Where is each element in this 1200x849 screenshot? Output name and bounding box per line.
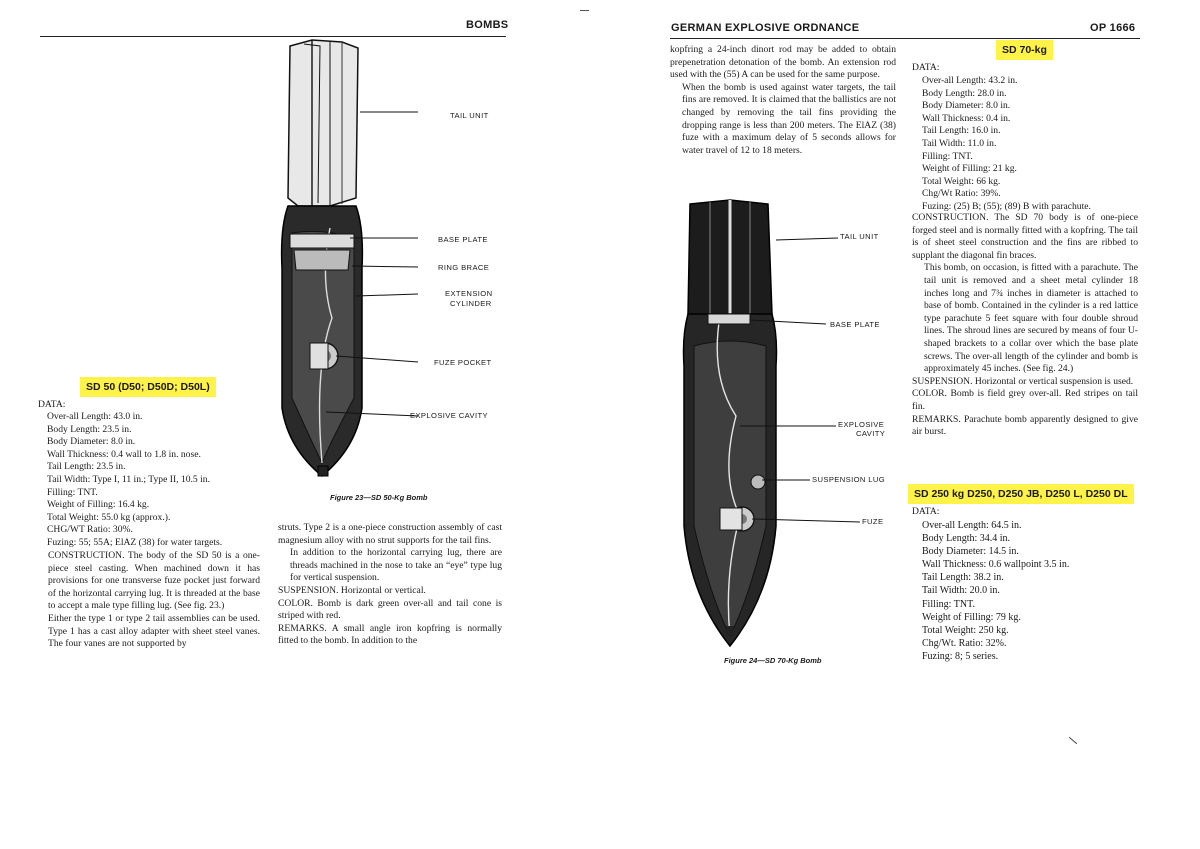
- left-header-rule: [40, 36, 506, 37]
- data-line: Fuzing: (25) B; (55); (89) B with parachute.: [922, 200, 1091, 212]
- right-top-text: [670, 44, 896, 157]
- data-line: Tail Width: 20.0 in.: [922, 585, 1000, 597]
- paragraph: CONSTRUCTION. The SD 70 body is of one-piece forged steel and is normally fitted with a kopfring. The tail is of sheet steel construction and the fins are ribbed to supplant the diagonal fin braces.: [912, 212, 1138, 261]
- label-cavity: CAVITY: [856, 429, 886, 438]
- data-line: Wall Thickness: 0.6 wallpoint 3.5 in.: [922, 559, 1070, 571]
- data-line: Tail Width: 11.0 in.: [922, 137, 997, 149]
- data-line: Over-all Length: 64.5 in.: [922, 520, 1022, 531]
- sd50-data-label: DATA:: [38, 399, 66, 410]
- paragraph: SUSPENSION. Horizontal or vertical.: [278, 584, 426, 596]
- label-fuze: FUZE: [862, 517, 884, 526]
- label-fuze-pocket: FUZE POCKET: [434, 358, 492, 367]
- paragraph: REMARKS. Parachute bomb apparently designed to give air burst.: [912, 413, 1138, 438]
- sd70-data-list: [922, 75, 1142, 214]
- paragraph: struts. Type 2 is a one-piece construction assembly of cast magnesium alloy with no strut supports for the tail fins.: [278, 522, 502, 546]
- sd250-data-list: [922, 519, 1142, 663]
- paragraph: REMARKS. A small angle iron kopfring is normally fitted to the bomb. In addition to the: [278, 622, 502, 647]
- data-line: Tail Length: 16.0 in.: [922, 125, 1001, 137]
- label-ring-brace: RING BRACE: [438, 263, 490, 272]
- data-line: Wall Thickness: 0.4 wall to 1.8 in. nose.: [47, 448, 201, 460]
- paragraph: CONSTRUCTION. The body of the SD 50 is a one-piece steel casting. When machined down it has provisions for one transverse fuze pocket just forward of the horizontal carrying lug. It is threaded at the base to accept a male type filling lug. (See fig. 23.): [48, 550, 260, 612]
- data-line: Fuzing: 55; 55A; ElAZ (38) for water targets.: [47, 536, 223, 548]
- data-line: Weight of Filling: 21 kg.: [922, 163, 1017, 175]
- left-column-1: [36, 550, 260, 651]
- sd70-heading: SD 70-kg: [996, 40, 1053, 60]
- label-suspension-lug: SUSPENSION LUG: [812, 475, 886, 484]
- sd70-body-text: [912, 212, 1138, 439]
- scan-mark: [580, 10, 589, 11]
- data-line: Body Length: 28.0 in.: [922, 87, 1007, 99]
- data-line: Chg/Wt Ratio: 39%.: [922, 188, 1001, 200]
- data-line: Total Weight: 55.0 kg (approx.).: [47, 511, 171, 523]
- label-explosive-cavity: EXPLOSIVE CAVITY: [410, 411, 489, 420]
- data-line: Body Length: 23.5 in.: [47, 423, 132, 435]
- scan-mark: [1069, 737, 1077, 744]
- paragraph: kopfring a 24-inch dinort rod may be added to obtain prepenetration detonation of the bomb. An extension rod used with the (55) A can be used for the same purpose.: [670, 44, 896, 81]
- data-line: Wall Thickness: 0.4 in.: [922, 112, 1011, 124]
- figure-23-caption: Figure 23—SD 50-Kg Bomb: [330, 493, 428, 502]
- right-header-rule: [670, 38, 1140, 39]
- figure-24-caption: Figure 24—SD 70-Kg Bomb: [724, 656, 822, 665]
- data-line: Body Diameter: 8.0 in.: [922, 100, 1011, 112]
- sd250-data-label: DATA:: [912, 506, 940, 517]
- data-line: Filling: TNT.: [47, 486, 98, 498]
- data-line: Tail Length: 23.5 in.: [47, 461, 126, 473]
- data-line: Over-all Length: 43.2 in.: [922, 75, 1018, 86]
- label-tail-unit: TAIL UNIT: [840, 232, 879, 241]
- paragraph: Either the type 1 or type 2 tail assemblies can be used. Type 1 has a cast alloy adapter with sheet steel vanes. The four vanes are not supported by: [48, 612, 260, 650]
- label-base-plate: BASE PLATE: [830, 320, 880, 329]
- data-line: Weight of Filling: 16.4 kg.: [47, 499, 150, 511]
- label-tail-unit: TAIL UNIT: [450, 111, 489, 120]
- label-extension: EXTENSION: [445, 289, 493, 298]
- data-line: CHG/WT Ratio: 30%.: [47, 524, 133, 536]
- data-line: Total Weight: 250 kg.: [922, 624, 1009, 636]
- label-explosive: EXPLOSIVE: [838, 420, 885, 429]
- data-line: Filling: TNT.: [922, 150, 973, 162]
- paragraph: In addition to the horizontal carrying lug, there are threads machined in the nose to take an “eye” type lug for vertical suspension.: [290, 547, 502, 584]
- sd250-heading: SD 250 kg D250, D250 JB, D250 L, D250 DL: [908, 484, 1134, 504]
- sd70-data-label: DATA:: [912, 62, 940, 73]
- data-line: Fuzing: 8; 5 series.: [922, 650, 999, 662]
- data-line: Tail Length: 38.2 in.: [922, 572, 1004, 584]
- data-line: Body Length: 34.4 in.: [922, 533, 1011, 545]
- data-line: Body Diameter: 14.5 in.: [922, 546, 1019, 558]
- data-line: Weight of Filling: 79 kg.: [922, 611, 1021, 623]
- data-line: Filling: TNT.: [922, 598, 975, 610]
- data-line: Tail Width: Type I, 11 in.; Type II, 10.5 in.: [47, 473, 210, 485]
- left-page-header: BOMBS: [466, 19, 509, 31]
- label-cylinder: CYLINDER: [450, 299, 492, 308]
- label-base-plate: BASE PLATE: [438, 235, 488, 244]
- right-page-header: GERMAN EXPLOSIVE ORDNANCE: [671, 22, 860, 34]
- left-column-2: [278, 522, 502, 648]
- data-line: Total Weight: 66 kg.: [922, 175, 1001, 187]
- right-page-number: OP 1666: [1090, 22, 1136, 34]
- data-line: Chg/Wt. Ratio: 32%.: [922, 637, 1007, 649]
- data-line: Body Diameter: 8.0 in.: [47, 436, 136, 448]
- sd50-heading: SD 50 (D50; D50D; D50L): [80, 377, 216, 397]
- sd50-bomb-illustration: [270, 38, 420, 488]
- sd50-data-list: [47, 411, 277, 550]
- paragraph: SUSPENSION. Horizontal or vertical suspension is used.: [912, 375, 1134, 387]
- data-line: Over-all Length: 43.0 in.: [47, 411, 143, 422]
- paragraph: When the bomb is used against water targets, the tail fins are removed. It is claimed that the ballistics are not changed by removing the tail fins providing the dropping range is less than 200 meters. The ElAZ (38) fuze with a maximum delay of 5 seconds allows for water travel of 12 to 18 meters.: [682, 81, 896, 156]
- paragraph: COLOR. Bomb is dark green over-all and tail cone is striped with red.: [278, 597, 502, 622]
- paragraph: COLOR. Bomb is field grey over-all. Red stripes on tail fin.: [912, 388, 1138, 412]
- paragraph: This bomb, on occasion, is fitted with a parachute. The tail unit is removed and a sheet metal cylinder 18 inches long and 7¾ inches in diameter is attached to base of bomb. Contained in the cylinder is a red lattice type parachute 5 feet square with four double shroud lines. The shroud lines are secured by means of four U-shaped brackets to a collar over which the base plate screws. The over-all length of the cylinder and bomb is approximately 45 inches. (See fig. 24.): [924, 262, 1138, 375]
